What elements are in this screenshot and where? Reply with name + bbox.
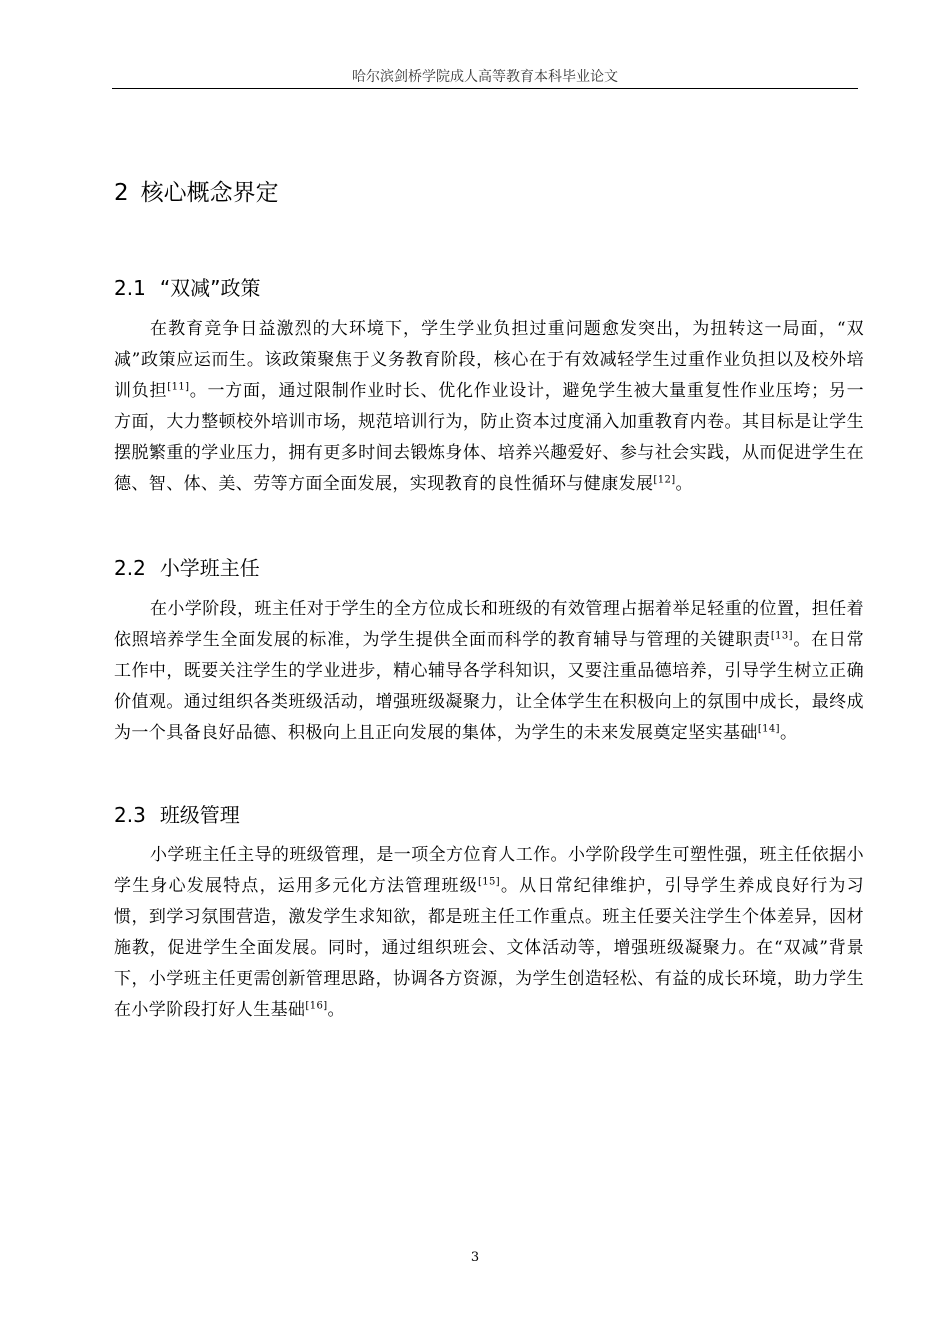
section-title-text: 班级管理 bbox=[159, 803, 240, 827]
header-rule bbox=[112, 88, 858, 89]
paragraph-text: 。一方面，通过限制作业时长、优化作业设计，避免学生被大量重复性作业压垮；另一方面，大力整顿校外培训市场，规范培训行为，防止资本过度涌入加重教育内卷。其目标是让学生摆脱繁重的学业压力，拥有更多时间去锻炼身体、培养兴趣爱好、参与社会实践，从而促进学生在德、智、体、美、劳等方面全面发展，实现教育的良性循环与健康发展 bbox=[114, 381, 864, 494]
paragraph-text: 。 bbox=[327, 1000, 345, 1020]
chapter-number: 2 bbox=[114, 180, 129, 206]
chapter-title bbox=[114, 174, 279, 207]
section-number: 2.3 bbox=[114, 803, 146, 827]
chapter-title-text: 核心概念界定 bbox=[140, 180, 279, 206]
running-header: 哈尔滨剑桥学院成人高等教育本科毕业论文 bbox=[352, 69, 618, 85]
citation-ref: [14] bbox=[757, 723, 780, 735]
citation-ref: [15] bbox=[477, 876, 501, 888]
section-number: 2.1 bbox=[114, 276, 146, 300]
paragraph-text: 在教育竞争日益激烈的大环境下，学生学业负担过重问题愈发突出，为扭转这一局面，“双减”政策应运而生。该政策聚焦于义务教育阶段，核心在于有效减轻学生过重作业负担以及校外培训负担 bbox=[114, 319, 864, 401]
paragraph-text: 小学班主任主导的班级管理，是一项全方位育人工作。小学阶段学生可塑性强，班主任依据小学生身心发展特点，运用多元化方法管理班级 bbox=[114, 845, 864, 896]
citation-ref: [12] bbox=[653, 474, 676, 486]
section-title-2-2 bbox=[114, 552, 260, 581]
citation-ref: [11] bbox=[167, 381, 190, 393]
paragraph-text: 。从日常纪律维护，引导学生养成良好行为习惯，到学习氛围营造，激发学生求知欲，都是班主任工作重点。班主任要关注学生个体差异，因材施教，促进学生全面发展。同时，通过组织班会、文体活动等，增强班级凝聚力。在“双减”背景下，小学班主任更需创新管理思路，协调各方资源，为学生创造轻松、有益的成长环境，助力学生在小学阶段打好人生基础 bbox=[114, 876, 865, 1020]
paragraph-text: 在小学阶段，班主任对于学生的全方位成长和班级的有效管理占据着举足轻重的位置，担任着依照培养学生全面发展的标准，为学生提供全面而科学的教育辅导与管理的关键职责 bbox=[114, 599, 864, 650]
citation-ref: [16] bbox=[305, 1000, 328, 1012]
section-title-text: “双减”政策 bbox=[159, 276, 261, 300]
citation-ref: [13] bbox=[770, 630, 793, 642]
section-title-text: 小学班主任 bbox=[159, 556, 260, 580]
page-number: 3 bbox=[470, 1250, 480, 1265]
section-paragraph-2-3 bbox=[114, 840, 864, 1026]
section-number: 2.2 bbox=[114, 556, 146, 580]
section-title-2-3 bbox=[114, 799, 240, 828]
paragraph-text: 。 bbox=[675, 474, 693, 494]
section-title-2-1 bbox=[114, 272, 261, 301]
paragraph-text: 。 bbox=[779, 723, 798, 743]
section-paragraph-2-2 bbox=[114, 594, 864, 749]
paragraph-text: 。在日常工作中，既要关注学生的学业进步，精心辅导各学科知识，又要注重品德培养，引导学生树立正确价值观。通过组织各类班级活动，增强班级凝聚力，让全体学生在积极向上的氛围中成长，最终成为一个具备良好品德、积极向上且正向发展的集体，为学生的未来发展奠定坚实基础 bbox=[114, 630, 864, 743]
section-paragraph-2-1 bbox=[114, 314, 864, 500]
